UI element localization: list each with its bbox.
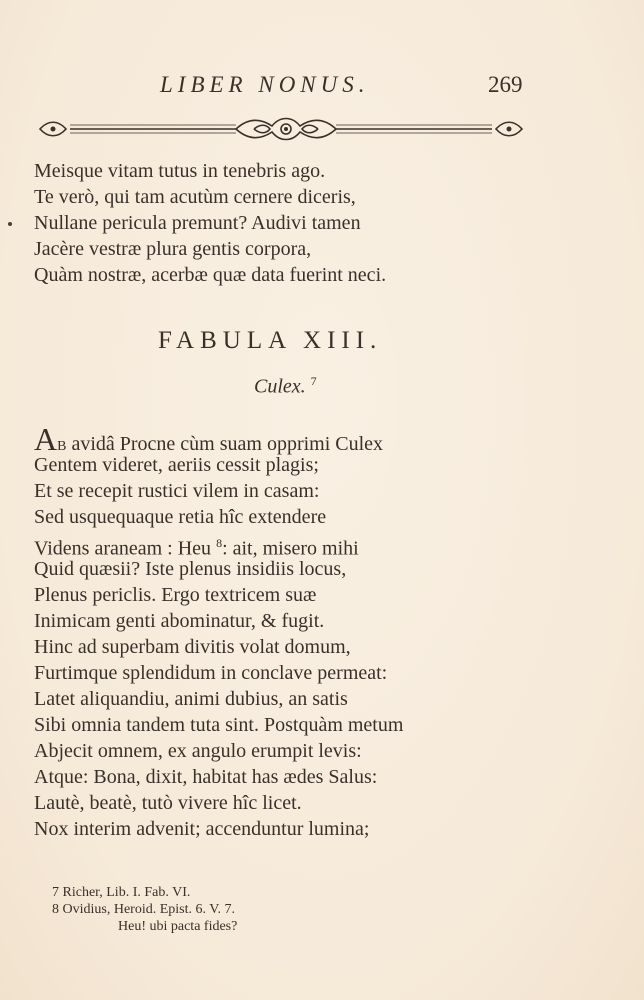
verse-line-text: : ait, misero mihi <box>222 537 359 560</box>
footnotes <box>52 884 237 935</box>
footnote-marker: 8 <box>216 536 223 550</box>
verse-line: Plenus periclis. Ergo textricem suæ <box>34 584 317 606</box>
fable-subtitle <box>254 374 317 399</box>
verse-line: Atque: Bona, dixit, habitat has ædes Salus: <box>34 766 378 788</box>
verse-line-first <box>34 421 403 457</box>
verse-line: Quid quæsii? Iste plenus insidiis locus, <box>34 558 347 580</box>
footnote-7: 7 Richer, Lib. I. Fab. VI. <box>52 885 191 900</box>
verse-line: Nullane pericula premunt? Audivi tamen <box>34 212 361 234</box>
verse-line-text: avidâ Procne cùm suam opprimi Culex <box>66 433 384 455</box>
ornamental-rule-icon <box>36 112 526 146</box>
verse-line: Te verò, qui tam acutùm cernere diceris, <box>34 186 356 208</box>
verse-line: Latet aliquandiu, animi dubius, an satis <box>34 688 348 710</box>
verse-line-text: Videns araneam : Heu <box>34 537 217 560</box>
verse-line: Sed usquequaque retia hîc extendere <box>34 506 327 528</box>
margin-mark <box>8 222 12 226</box>
verse-line: Gentem videret, aeriis cessit plagis; <box>34 454 319 476</box>
footnote-8-quote: Heu! ubi pacta fides? <box>118 919 238 934</box>
verse-line: Hinc ad superbam divitis volat domum, <box>34 636 351 658</box>
small-cap: B <box>57 439 67 454</box>
verse-line: Sibi omnia tandem tuta sint. Postquàm metum <box>34 714 404 736</box>
verse-line: Inimicam genti abominatur, & fugit. <box>34 610 325 632</box>
footnote-marker: 7 <box>310 374 317 388</box>
drop-cap: A <box>34 421 58 457</box>
fable-title: FABULA XIII. <box>158 327 383 354</box>
running-head-title: LIBER NONUS. <box>160 72 370 97</box>
verse-line: Nox interim advenit; accenduntur lumina; <box>34 818 370 840</box>
verse-line: Et se recepit rustici vilem in casam: <box>34 480 320 502</box>
verse-line: Lautè, beatè, tutò vivere hîc licet. <box>34 792 302 814</box>
verse-line: Furtimque splendidum in conclave permeat: <box>34 662 388 684</box>
continuation-verse <box>34 158 386 288</box>
verse-line: Abjecit omnem, ex angulo erumpit levis: <box>34 740 362 762</box>
page-number: 269 <box>488 72 523 97</box>
subtitle-text: Culex. <box>254 375 306 398</box>
verse-line: Jacère vestræ plura gentis corpora, <box>34 238 312 260</box>
verse-line-with-note <box>34 530 403 560</box>
verse-line: Meisque vitam tutus in tenebris ago. <box>34 160 326 182</box>
verse-line: Quàm nostræ, acerbæ quæ data fuerint neci. <box>34 264 387 286</box>
footnote-8: 8 Ovidius, Heroid. Epist. 6. V. 7. <box>52 902 236 917</box>
fable-verse <box>34 421 404 842</box>
